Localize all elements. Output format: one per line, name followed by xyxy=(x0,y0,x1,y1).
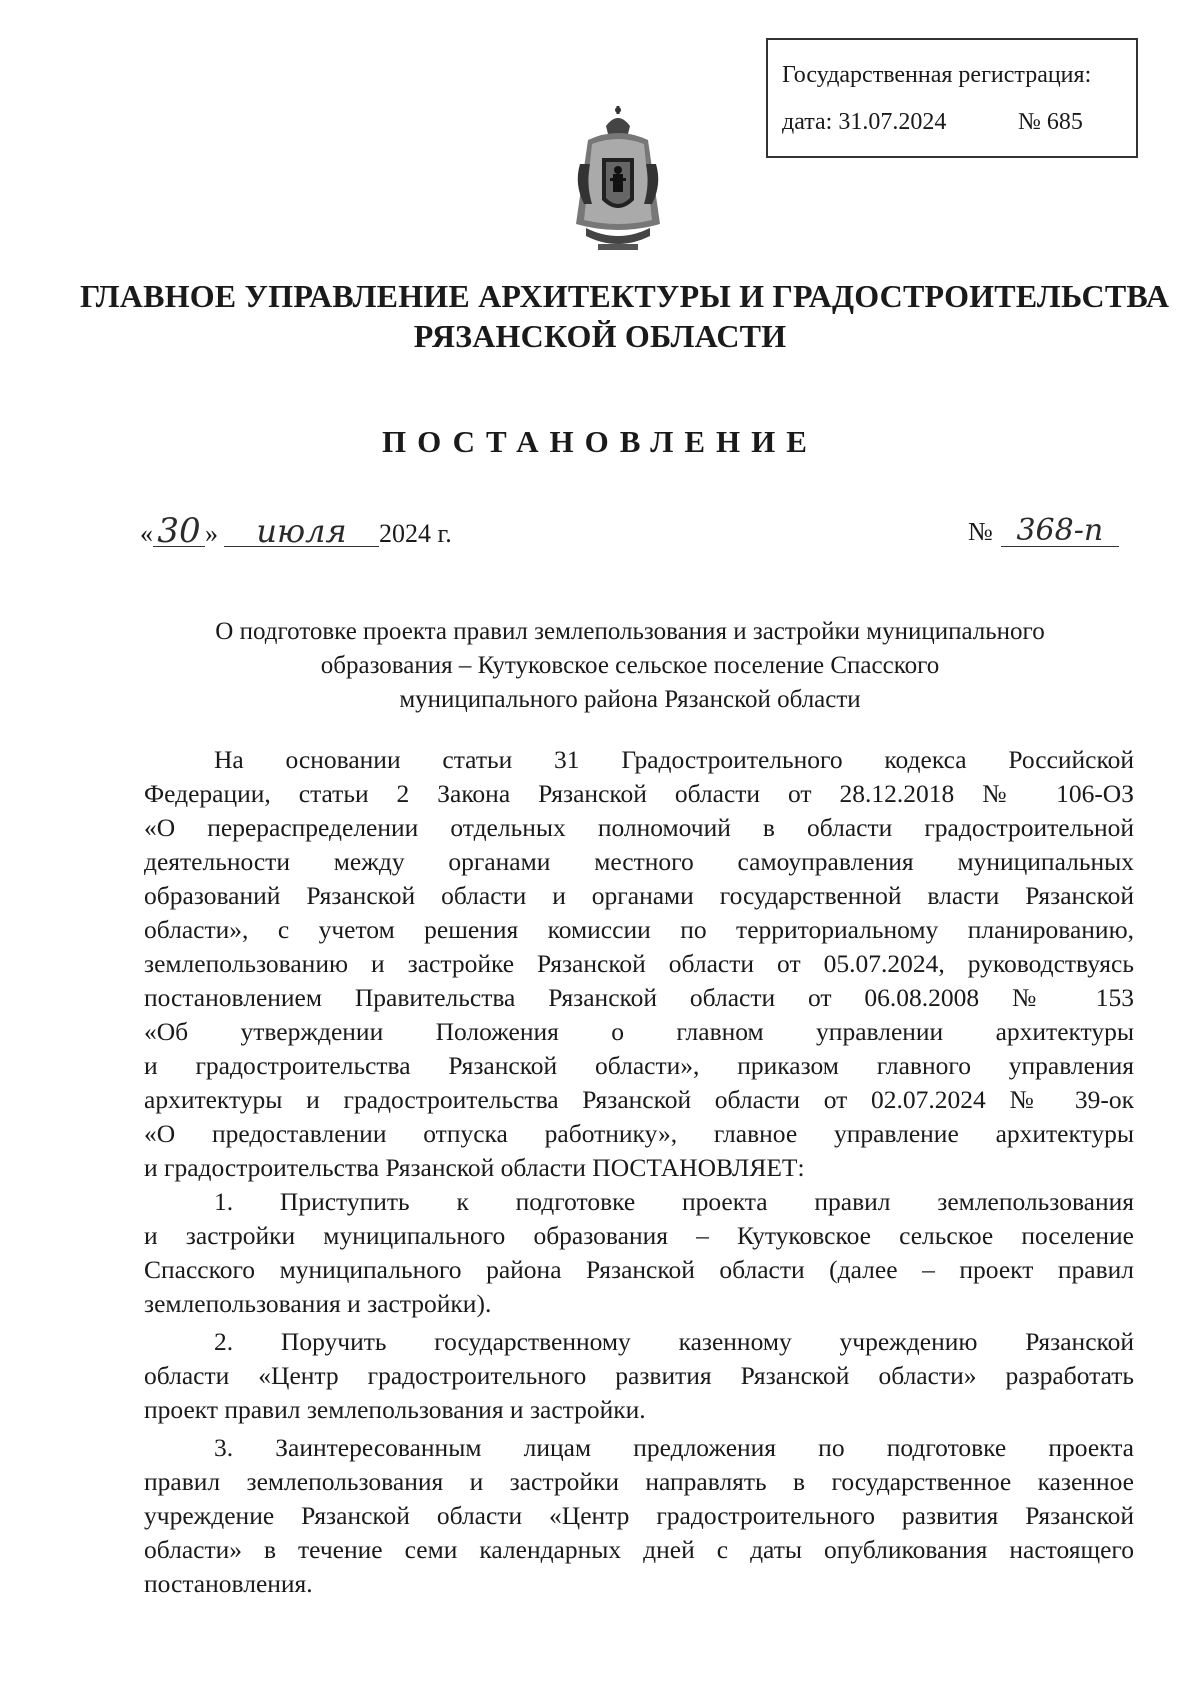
date-close-quote: » xyxy=(205,519,218,548)
body-line: постановлением Правительства Рязанской области от 06.08.2008 № 153 xyxy=(144,983,1134,1012)
body-line: архитектуры и градостроительства Рязанской области от 02.07.2024 № 39-ок xyxy=(144,1085,1134,1114)
body-line: образований Рязанской области и органами государственной власти Рязанской xyxy=(144,881,1134,910)
item-3-line: учреждение Рязанской области «Центр градостроительного развития Рязанской xyxy=(144,1501,1134,1530)
registration-title: Государственная регистрация: xyxy=(782,62,1092,88)
body-line: и градостроительства Рязанской области», приказом главного управления xyxy=(144,1051,1134,1080)
body-line: деятельности между органами местного самоуправления муниципальных xyxy=(144,847,1134,876)
item-2-line: области «Центр градостроительного развития Рязанской области» разработать xyxy=(144,1361,1134,1390)
item-3-line: 3. Заинтересованным лицам предложения по подготовке проекта xyxy=(214,1433,1134,1462)
item-1-line: 1. Приступить к подготовке проекта правил землепользования xyxy=(214,1187,1134,1216)
subject-line1: О подготовке проекта правил землепользования и застройки муниципального xyxy=(215,618,1045,645)
item-3-line: области» в течение семи календарных дней с даты опубликования настоящего xyxy=(144,1535,1134,1564)
item-1-line: Спасского муниципального района Рязанской области (далее – проект правил xyxy=(144,1255,1134,1284)
item-2-line: проект правил землепользования и застройки. xyxy=(144,1395,646,1424)
item-3-line: правил землепользования и застройки направлять в государственное казенное xyxy=(144,1467,1134,1496)
item-1-line: землепользования и застройки). xyxy=(144,1289,492,1318)
organization-title-line2: РЯЗАНСКОЙ ОБЛАСТИ xyxy=(413,318,787,354)
date-year: 2024 г. xyxy=(379,519,452,548)
handwritten-month: июля xyxy=(224,516,379,547)
item-2-line: 2. Поручить государственному казенному учреждению Рязанской xyxy=(214,1327,1134,1356)
item-3-line: постановления. xyxy=(144,1569,313,1598)
ryazan-coat-of-arms-icon xyxy=(568,104,668,262)
organization-title-line1: ГЛАВНОЕ УПРАВЛЕНИЕ АРХИТЕКТУРЫ И ГРАДОСТРОИТЕЛЬСТВА xyxy=(80,278,1170,314)
body-line: «Об утверждении Положения о главном управлении архитектуры xyxy=(144,1017,1134,1046)
registration-stamp xyxy=(766,38,1138,158)
body-line: На основании статьи 31 Градостроительного кодекса Российской xyxy=(214,745,1134,774)
number-prefix: № xyxy=(968,517,993,546)
body-line: «О предоставлении отпуска работнику», главное управление архитектуры xyxy=(144,1119,1134,1148)
handwritten-number: 368-п xyxy=(1001,516,1119,547)
handwritten-day: 30 xyxy=(153,516,205,547)
body-line: «О перераспределении отдельных полномочий в области градостроительной xyxy=(144,813,1134,842)
registration-date: дата: 31.07.2024 xyxy=(782,109,947,135)
body-line: землепользованию и застройке Рязанской области от 05.07.2024, руководствуясь xyxy=(144,949,1134,978)
date-open-quote: « xyxy=(140,519,153,548)
body-line: области», с учетом решения комиссии по территориальному планированию, xyxy=(144,915,1134,944)
document-date xyxy=(140,511,452,551)
subject-line3: муниципального района Рязанской области xyxy=(399,686,861,713)
item-1-line: и застройки муниципального образования – Кутуковское сельское поселение xyxy=(144,1221,1134,1250)
subject-line2: образования – Кутуковское сельское поселение Спасского xyxy=(320,652,940,679)
registration-number: № 685 xyxy=(1018,109,1083,135)
body-line: и градостроительства Рязанской области ПОСТАНОВЛЯЕТ: xyxy=(144,1153,805,1182)
document-type: ПОСТАНОВЛЕНИЕ xyxy=(382,424,818,459)
document-number xyxy=(968,513,1119,548)
body-line: Федерации, статьи 2 Закона Рязанской области от 28.12.2018 № 106-ОЗ xyxy=(144,779,1134,808)
